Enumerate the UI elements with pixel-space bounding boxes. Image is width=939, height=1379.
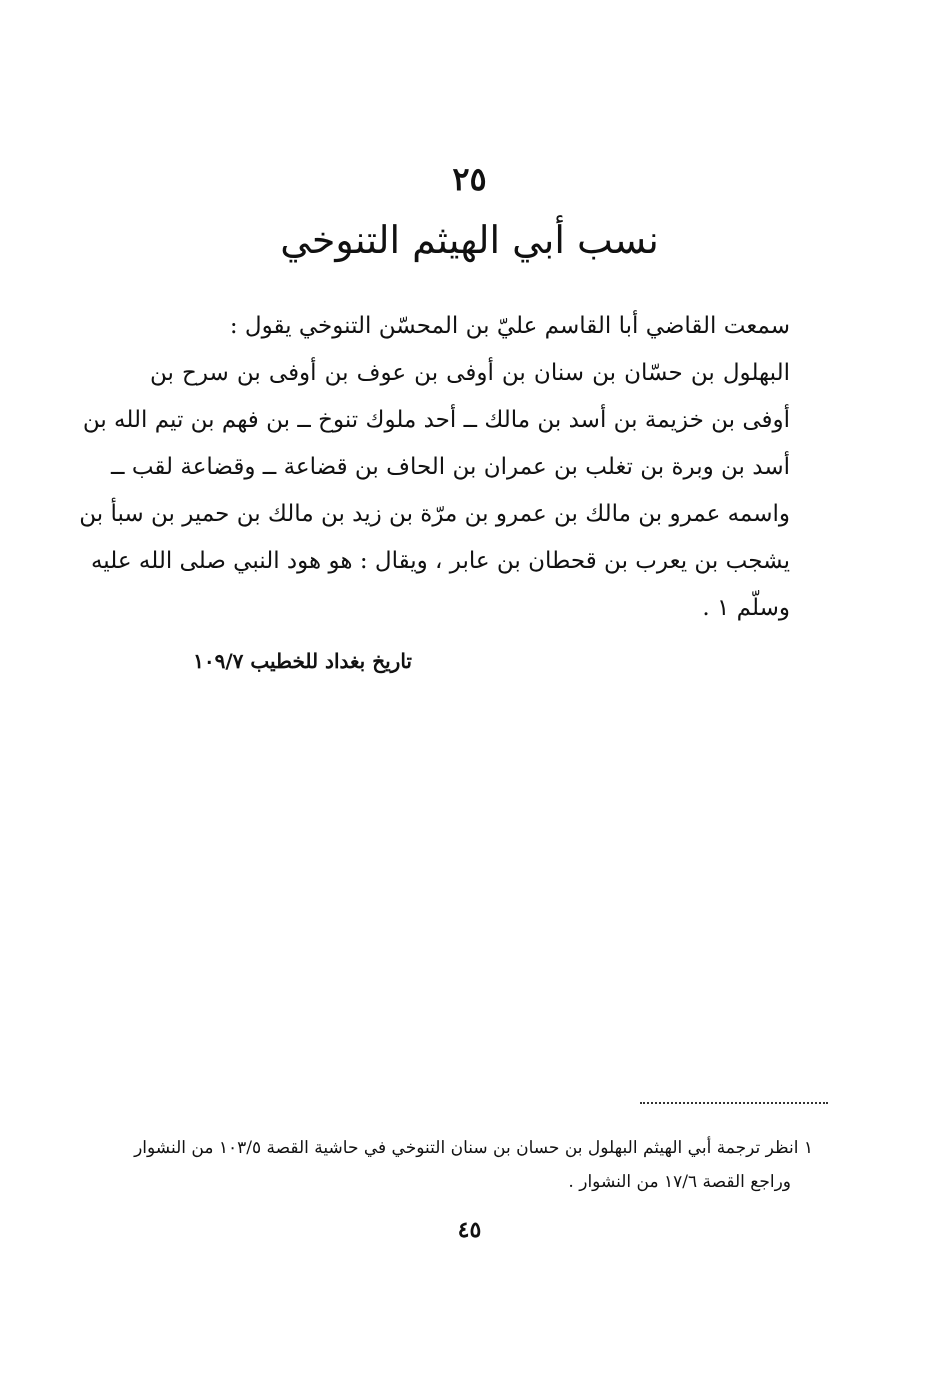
chapter-number: ٢٥ bbox=[452, 160, 487, 198]
footnote-line: ١ انظر ترجمة أبي الهيثم البهلول بن حسان بن سنان التنوخي في حاشية القصة ١٠٣/٥ من النشوار bbox=[134, 1138, 813, 1158]
body-line: يشجب بن يعرب بن قحطان بن عابر ، ويقال : هو هود النبي صلى الله عليه bbox=[90, 548, 790, 574]
page-number: ٤٥ bbox=[457, 1217, 482, 1243]
body-line: البهلول بن حسّان بن سنان بن أوفى بن عوف بن أوفى بن سرح بن bbox=[150, 360, 790, 386]
chapter-title: نسب أبي الهيثم التنوخي bbox=[280, 218, 659, 262]
footnote-line: وراجع القصة ١٧/٦ من النشوار . bbox=[568, 1172, 791, 1192]
source-reference: تاريخ بغداد للخطيب ١٠٩/٧ bbox=[193, 649, 412, 673]
body-paragraph bbox=[79, 350, 790, 632]
intro-line: سمعت القاضي أبا القاسم عليّ بن المحسّن التنوخي يقول : bbox=[229, 313, 790, 339]
body-line: واسمه عمرو بن مالك بن عمرو بن مرّة بن زيد بن مالك بن حمير بن سبأ بن bbox=[79, 501, 790, 527]
body-line: أسد بن وبرة بن تغلب بن عمران بن الحاف بن قضاعة ــ وقضاعة لقب ــ bbox=[111, 454, 790, 480]
footnote-divider bbox=[640, 1102, 828, 1104]
body-line-last: وسلّم ١ . bbox=[702, 595, 790, 621]
body-line: أوفى بن خزيمة بن أسد بن مالك ــ أحد ملوك تنوخ ــ بن فهم بن تيم الله بن bbox=[82, 407, 790, 433]
